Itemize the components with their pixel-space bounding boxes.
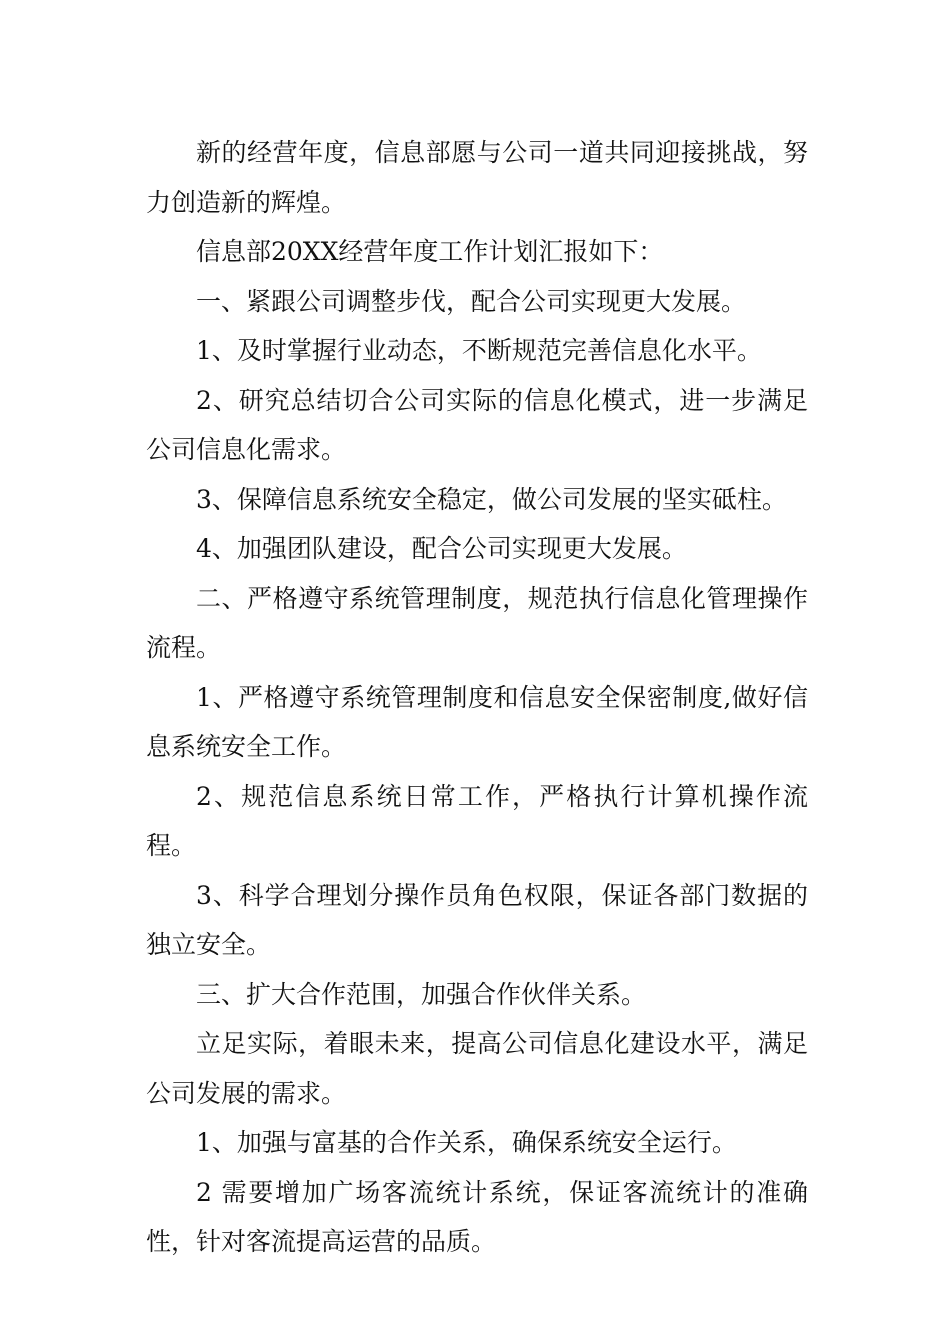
list-item-1-2: 2、研究总结切合公司实际的信息化模式，进一步满足公司信息化需求。 bbox=[146, 385, 808, 464]
paragraph-intro: 新的经营年度，信息部愿与公司一道共同迎接挑战，努力创造新的辉煌。 bbox=[146, 138, 808, 217]
list-item-1-1: 1、及时掌握行业动态，不断规范完善信息化水平。 bbox=[196, 336, 762, 365]
document-body bbox=[146, 128, 808, 1267]
section-heading-1: 一、紧跟公司调整步伐，配合公司实现更大发展。 bbox=[196, 286, 747, 316]
list-item-3-1: 1、加强与富基的合作关系，确保系统安全运行。 bbox=[196, 1128, 737, 1157]
list-item-2-1: 1、严格遵守系统管理制度和信息安全保密制度,做好信息系统安全工作。 bbox=[146, 682, 808, 761]
section-heading-3: 三、扩大合作范围，加强合作伙伴关系。 bbox=[196, 979, 647, 1009]
list-item-1-3: 3、保障信息系统安全稳定，做公司发展的坚实砥柱。 bbox=[196, 484, 787, 514]
list-item-2-3: 3、科学合理划分操作员角色权限，保证各部门数据的独立安全。 bbox=[146, 880, 808, 959]
paragraph-section-3-intro: 立足实际，着眼未来，提高公司信息化建设水平，满足公司发展的需求。 bbox=[146, 1029, 808, 1108]
list-item-2-2: 2、规范信息系统日常工作，严格执行计算机操作流程。 bbox=[146, 781, 808, 860]
section-heading-2: 二、严格遵守系统管理制度，规范执行信息化管理操作流程。 bbox=[146, 583, 808, 662]
paragraph-plan-heading: 信息部20XX经营年度工作计划汇报如下： bbox=[196, 237, 664, 266]
list-item-1-4: 4、加强团队建设，配合公司实现更大发展。 bbox=[196, 534, 687, 563]
list-item-3-2: 2 需要增加广场客流统计系统，保证客流统计的准确性，针对客流提高运营的品质。 bbox=[146, 1177, 808, 1256]
